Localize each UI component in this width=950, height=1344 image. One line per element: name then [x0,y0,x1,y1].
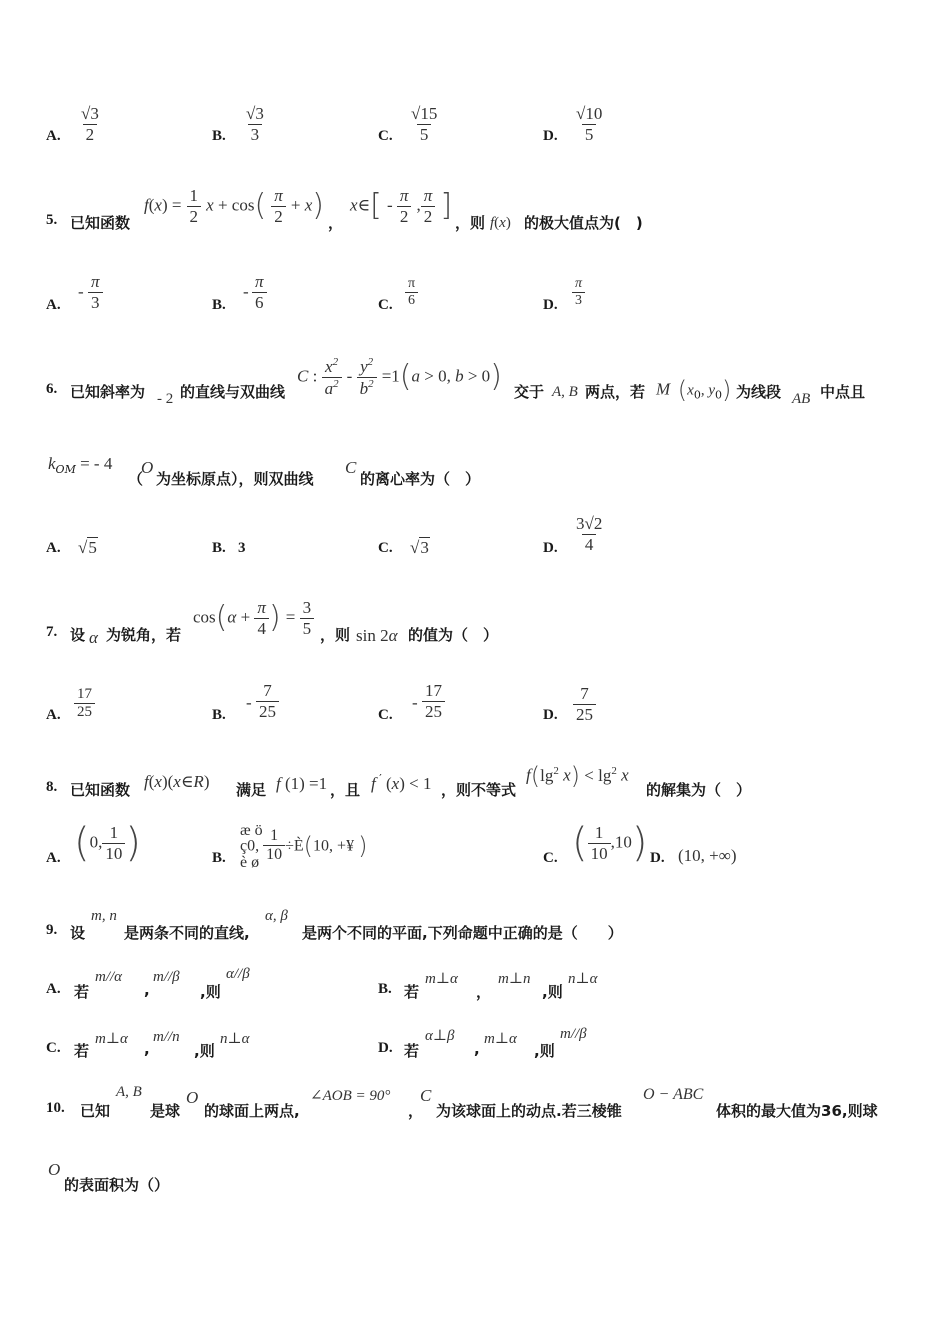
question-text: 是两个不同的平面,下列命题中正确的是（ ） [302,924,623,942]
question-text: 的表面积为（） [64,1176,170,1194]
question-text: 设 [70,924,86,942]
question-number: 7. [46,624,58,640]
formula-cos: cos(α + $\frac{\pi}{4}$ ) = $\frac{3}{5}$ [193,598,314,638]
result: m//β [560,1026,587,1042]
option-text: , [144,1040,150,1058]
sign: - [246,693,252,712]
question-text: 满足 [236,781,267,799]
result: α//β [226,966,250,982]
slope: - 2 [157,391,174,407]
question-text: ， [408,1102,424,1120]
formula-sin: sin 2α [356,626,398,645]
option-label: C. [543,850,558,866]
option-label: D. [543,297,558,313]
formula-fx-domain: f(x)(x∈R) [144,772,210,791]
option-text: ,则 [194,1042,215,1060]
option-label: B. [212,540,226,556]
question-text: ，且 [330,781,361,799]
question-number: 8. [46,779,58,795]
condition: m//n [153,1029,180,1045]
question-text: 中点且 [820,383,866,401]
condition: m⊥α [484,1031,517,1047]
alpha: α [89,628,98,647]
question-text: 已知函数 [70,214,131,232]
garbled-interval-top: æ ö [240,822,263,839]
option-value: √3 [410,538,429,557]
question-text: 设 [70,626,86,644]
lines-mn: m, n [91,908,117,924]
question-text: 体积的最大值为36,则球 [716,1102,878,1120]
option-label: D. [543,540,558,556]
option-text: 若 [74,983,90,1001]
fraction: $\frac{17}{25}$ [74,686,95,722]
interval-c: ( $\frac{1}{10}$ ,10) [572,820,648,867]
points-ab: A, B [116,1084,142,1100]
question-number: 6. [46,381,58,397]
condition: m//β [153,969,180,985]
question-text: ，则 [320,626,351,644]
formula-kom: $k_{OM}$ = - 4 [48,454,113,476]
option-text: ,则 [200,983,221,1001]
sign: - [412,693,418,712]
option-label: D. [378,1040,393,1056]
option-text: , [474,1040,480,1058]
result: n⊥α [220,1031,250,1047]
option-label: C. [378,297,393,313]
question-text: ，则 [455,214,486,232]
angle: ∠AOB = 90° [310,1088,391,1104]
question-text: 为线段 [736,383,782,401]
fraction: $\frac{\pi}{6}$ [405,276,418,309]
curve: C [345,458,357,477]
fraction: $\frac{√3}{2}$ [81,104,99,144]
garbled-interval-b: ç0, $\frac{1}{10}$ ÷È(10, +¥ ) [240,827,368,864]
option-label: B. [212,128,226,144]
sphere-o: O [48,1160,61,1179]
interval-a: (0, $\frac{1}{10}$ ) [74,820,141,867]
option-text: ， [476,983,492,1001]
option-label: D. [543,707,558,723]
question-text: 已知 [80,1102,111,1120]
question-number: 9. [46,922,58,938]
question-text: 的极大值点为( ) [524,214,643,232]
option-text: 若 [404,1042,420,1060]
result: n⊥α [568,971,598,987]
formula-midpoint: M ($x_0$, $y_0$) [656,376,732,404]
fraction: $\frac{17}{25}$ [422,681,445,721]
question-text: 为锐角，若 [106,626,182,644]
option-label: C. [378,128,393,144]
option-label: D. [650,850,665,866]
question-text: 两点，若 [585,383,646,401]
origin: O [141,458,154,477]
question-text: 是球 [150,1102,181,1120]
segment: AB [792,391,811,407]
option-label: C. [46,1040,61,1056]
question-text: 的离心率为（ ） [360,470,481,488]
fraction: $\frac{√3}{3}$ [246,104,264,144]
formula-inequality: $f(\lg^2$ $x) < \lg^2 x$ [526,762,629,790]
question-text: 的直线与双曲线 [180,383,286,401]
fraction: $\frac{√10}{5}$ [576,104,603,144]
sign: - [243,282,249,301]
question-number: 10. [46,1100,65,1116]
fraction: $\frac{\pi}{3}$ [88,272,103,312]
option-label: A. [46,128,61,144]
formula-f1: f (1) =1 [276,774,328,793]
formula-fx: f(x) [490,215,511,231]
fraction: $\frac{7}{25}$ [256,681,279,721]
condition: m⊥α [95,1031,128,1047]
question-text: （ [128,470,144,488]
option-value: √5 [78,538,97,557]
planes-ab: α, β [265,908,288,924]
question-text: 的解集为（ ） [646,781,752,799]
option-value: (10, +∞) [678,846,737,865]
option-label: A. [46,707,61,723]
option-label: D. [543,128,558,144]
question-text: 的值为（ ） [408,626,499,644]
formula-hyperbola: C : $\frac{x^2}{a^2}$ - $\frac{y^2}{b^2}$ =1(a > 0, b > 0) [297,356,502,398]
option-label: A. [46,850,61,866]
option-label: B. [378,981,392,997]
question-text: 已知斜率为 [70,383,146,401]
option-label: C. [378,707,393,723]
question-text: 是两条不同的直线, [124,924,250,942]
question-text: ，则不等式 [441,781,517,799]
point-c: C [420,1086,432,1105]
fraction: $\frac{\pi}{3}$ [572,276,585,309]
option-label: B. [212,850,226,866]
question-text: ， [328,214,344,232]
question-text: 已知函数 [70,781,131,799]
question-text: 为该球面上的动点.若三棱锥 [436,1102,622,1120]
sphere-o: O [186,1088,199,1107]
option-text: , [144,981,150,999]
question-text: 交于 [514,383,545,401]
option-label: B. [212,297,226,313]
fraction: $\frac{\pi}{6}$ [252,272,267,312]
option-label: A. [46,297,61,313]
condition: α⊥β [425,1028,455,1044]
fraction: $\frac{√15}{5}$ [411,104,438,144]
formula-fprime: f ′ (x) < 1 [371,772,432,793]
question-text: 的球面上两点, [204,1102,300,1120]
option-text: ,则 [542,983,563,1001]
condition: m⊥α [425,971,458,987]
option-label: B. [212,707,226,723]
option-value: 3 [238,540,246,556]
condition: m⊥n [498,971,531,987]
pyramid: O − ABC [643,1086,704,1103]
condition: m//α [95,969,123,985]
option-text: 若 [74,1042,90,1060]
garbled-interval-bottom: è ø [240,854,260,871]
formula-domain: x∈[ - $\frac{\pi}{2}$ , $\frac{\pi}{2}$ ] [350,186,453,226]
sign: - [78,282,84,301]
fraction: $\frac{7}{25}$ [573,684,596,724]
option-label: A. [46,981,61,997]
fraction: $\frac{3√2}{4}$ [576,514,603,554]
option-label: A. [46,540,61,556]
option-text: 若 [404,983,420,1001]
question-number: 5. [46,212,58,228]
option-label: C. [378,540,393,556]
question-text: 为坐标原点），则双曲线 [156,470,314,488]
option-text: ,则 [534,1042,555,1060]
formula-f: f(x) = $\frac{1}{2}$ x + cos( $\frac{\pi}{2}$ + x) [144,186,324,226]
points: A, B [552,384,578,400]
